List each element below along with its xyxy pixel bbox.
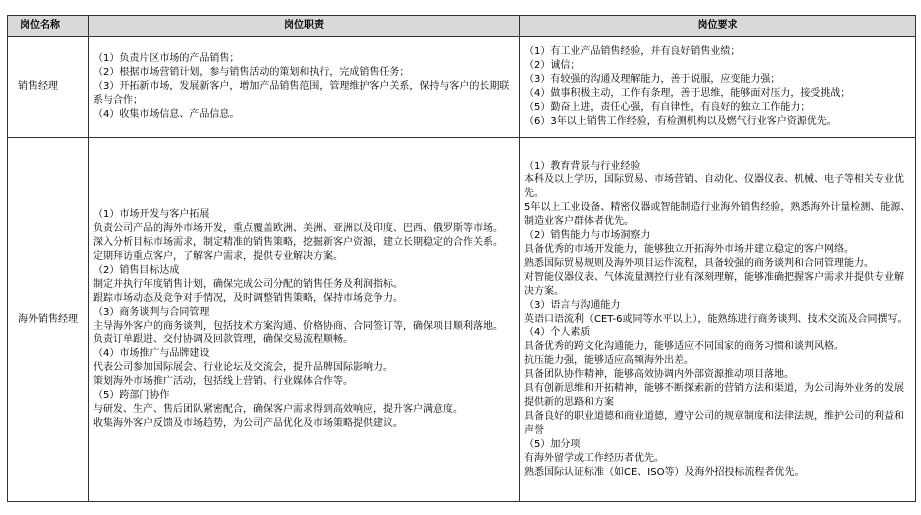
header-row: [8, 16, 916, 37]
cell-line: 深入分析目标市场需求，制定精准的销售策略，挖掘新客户资源，建立长期稳定的合作关系。: [93, 237, 503, 249]
cell-line: 具备良好的职业道德和商业道德，遵守公司的规章制度和法律法规，维护公司的利益和声誉: [524, 410, 904, 436]
cell-line: （4）市场推广与品牌建设: [93, 348, 210, 360]
cell-line: 熟悉国际贸易规则及海外项目运作流程，具备较强的商务谈判和合同管理能力。: [524, 257, 874, 269]
cell-line: 收集海外客户反馈及市场趋势，为公司产品优化及市场策略提供建议。: [93, 417, 403, 429]
header-position-name: 岗位名称: [8, 16, 89, 37]
cell-line: （3）有较强的沟通及理解能力，善于说服，应变能力强；: [524, 74, 781, 86]
cell-line: （1）有工业产品销售经验，并有良好销售业绩；: [524, 46, 741, 58]
table-row: [8, 138, 916, 502]
cell-line: 负责订单跟进、交付协调及回款管理，确保交易流程顺畅。: [93, 334, 353, 346]
cell-line: （3）语言与沟通能力: [524, 299, 621, 311]
cell-line: （4）收集市场信息、产品信息。: [93, 108, 240, 120]
cell-line: 策划海外市场推广活动，包括线上营销、行业媒体合作等。: [93, 376, 353, 388]
cell-line: （1）负责片区市场的产品销售；: [93, 53, 240, 65]
cell-line: 具有创新思维和开拓精神，能够不断探索新的营销方法和渠道，为公司海外业务的发展提供新的思路和方案: [524, 383, 904, 408]
cell-line: 抗压能力强，能够适应高频海外出差。: [524, 355, 694, 367]
cell-line: 具备团队协作精神，能够高效协调内外部资源推动项目落地。: [524, 369, 794, 381]
duties-cell: [89, 138, 520, 502]
cell-line: 制定并执行年度销售计划，确保完成公司分配的销售任务及利润指标。: [93, 278, 403, 290]
cell-line: 与研发、生产、售后团队紧密配合，确保客户需求得到高效响应，提升客户满意度。: [93, 403, 463, 415]
cell-line: （1）市场开发与客户拓展: [93, 209, 210, 221]
cell-line: 熟悉国际认证标准（如CE、ISO等）及海外招投标流程者优先。: [524, 466, 805, 478]
cell-line: 代表公司参加国际展会、行业论坛及交流会，提升品牌国际影响力。: [93, 362, 393, 374]
cell-line: 英语口语流利（CET-6或同等水平以上），能熟练进行商务谈判、技术交流及合同撰写。: [524, 313, 908, 325]
header-duties: 岗位职责: [89, 16, 520, 37]
cell-line: （5）跨部门协作: [93, 390, 170, 402]
cell-line: （2）根据市场营销计划，参与销售活动的策划和执行，完成销售任务；: [93, 67, 410, 79]
cell-line: （2）诚信；: [524, 60, 581, 72]
cell-line: 负责公司产品的海外市场开发，重点覆盖欧洲、美洲、亚洲以及印度、巴西、俄罗斯等市场。: [93, 223, 503, 235]
cell-line: 定期拜访重点客户，了解客户需求，提供专业解决方案。: [93, 250, 343, 262]
requirements-cell: [520, 37, 916, 138]
cell-line: 本科及以上学历，国际贸易、市场营销、自动化、仪器仪表、机械、电子等相关专业优先。: [524, 174, 904, 200]
cell-line: 主导海外客户的商务谈判，包括技术方案沟通、价格协商、合同签订等，确保项目顺利落地。: [93, 320, 503, 332]
cell-line: （1）教育背景与行业经验: [524, 160, 641, 172]
cell-line: （6）3年以上销售工作经验，有检测机构以及燃气行业客户资源优先。: [524, 115, 837, 127]
job-table: [7, 15, 916, 502]
header-requirements: 岗位要求: [520, 16, 916, 37]
table-row: [8, 37, 916, 138]
cell-line: （4）做事积极主动，工作有条理，善于思维，能够面对压力，接受挑战；: [524, 88, 851, 99]
cell-line: （3）商务谈判与合同管理: [93, 306, 210, 318]
cell-line: 5年以上工业设备、精密仪器或智能制造行业海外销售经验，熟悉海外计量检测、能源、制造业客户群体者优先。: [524, 202, 911, 228]
cell-line: （4）个人素质: [524, 327, 591, 339]
cell-line: 具备优秀的市场开发能力，能够独立开拓海外市场并建立稳定的客户网络。: [524, 244, 854, 256]
cell-line: （5）加分项: [524, 438, 581, 450]
cell-line: 具备优秀的跨文化沟通能力，能够适应不同国家的商务习惯和谈判风格。: [524, 341, 844, 353]
position-name: 海外销售经理: [8, 138, 89, 502]
duties-cell: [89, 37, 520, 138]
cell-line: （3）开拓新市场，发展新客户，增加产品销售范围，管理维护客户关系，保持与客户的长期联系与合作；: [93, 81, 510, 106]
cell-line: 有海外留学或工作经历者优先。: [524, 452, 664, 464]
requirements-cell: [520, 138, 916, 502]
cell-line: 跟踪市场动态及竞争对手情况，及时调整销售策略，保持市场竞争力。: [93, 292, 403, 304]
cell-line: （2）销售目标达成: [93, 264, 180, 276]
cell-line: 对智能仪器仪表、气体流量测控行业有深刻理解，能够准确把握客户需求并提供专业解决方案。: [524, 271, 904, 297]
cell-line: （2）销售能力与市场洞察力: [524, 230, 651, 242]
position-name: 销售经理: [8, 37, 89, 138]
cell-line: （5）勤奋上进，责任心强，有自律性，有良好的独立工作能力；: [524, 101, 811, 113]
